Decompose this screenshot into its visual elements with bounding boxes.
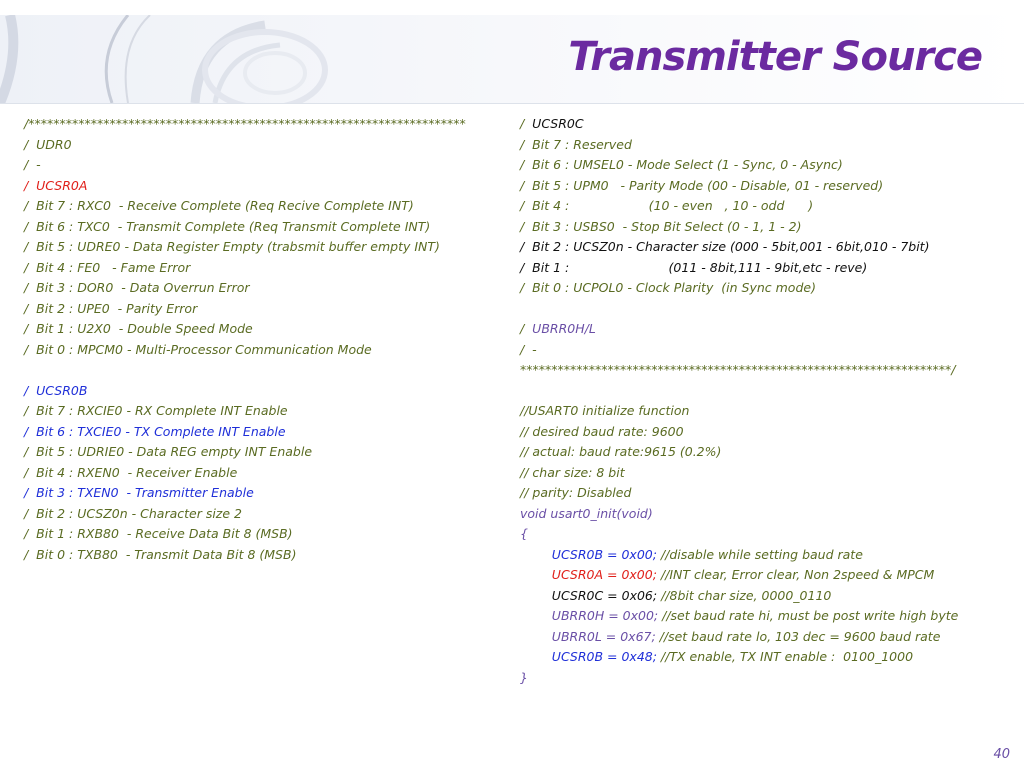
code-line	[520, 381, 958, 402]
code-line	[520, 606, 958, 627]
code-segment	[520, 567, 552, 582]
code-line: / Bit 3 : TXEN0 - Transmitter Enable	[24, 485, 254, 500]
code-segment: // parity: Disabled	[520, 485, 632, 500]
code-line	[520, 422, 958, 443]
code-segment: }	[520, 669, 528, 685]
code-line	[520, 176, 958, 197]
code-segment: UCSR0C	[532, 116, 584, 131]
code-line	[520, 258, 958, 279]
code-line	[520, 463, 958, 484]
code-segment: / Bit 1 : (011 - 8bit,111 - 9bit,etc - reve)	[520, 259, 868, 275]
code-segment: // actual: baud rate:9615 (0.2%)	[520, 444, 722, 459]
code-line: / Bit 4 : RXEN0 - Receiver Enable	[24, 464, 238, 480]
code-segment: / -	[520, 341, 537, 357]
code-segment: UBRR0L = 0x67;	[551, 628, 656, 644]
header-divider	[0, 103, 1024, 104]
code-line: / -	[24, 157, 41, 172]
code-segment: /	[520, 321, 533, 336]
code-line	[520, 401, 958, 422]
code-line: / Bit 2 : UCSZ0n - Character size 2	[24, 505, 242, 521]
code-line	[520, 360, 958, 381]
code-line	[520, 114, 958, 135]
code-segment: / Bit 7 : Reserved	[520, 136, 632, 152]
code-segment: {	[520, 526, 528, 541]
code-line: / Bit 4 : FE0 - Fame Error	[24, 259, 191, 275]
code-segment: / Bit 4 : (10 - even , 10 - odd )	[520, 198, 814, 213]
code-line	[520, 545, 958, 566]
code-line: / Bit 5 : UDRIE0 - Data REG empty INT Enable	[24, 444, 313, 459]
code-segment	[520, 608, 552, 623]
code-line: / Bit 3 : DOR0 - Data Overrun Error	[24, 280, 250, 295]
code-line	[520, 647, 958, 668]
code-line: / Bit 7 : RXC0 - Receive Complete (Req Recive Complete INT)	[24, 198, 414, 213]
code-segment: //set baud rate lo, 103 dec = 9600 baud rate	[655, 628, 941, 644]
code-line	[520, 196, 958, 217]
code-line	[520, 668, 958, 689]
code-line: / Bit 5 : UDRE0 - Data Register Empty (trabsmit buffer empty INT)	[24, 239, 440, 254]
code-line	[520, 483, 958, 504]
code-line	[520, 504, 958, 525]
code-line	[520, 135, 958, 156]
code-line	[520, 299, 958, 320]
code-line: / Bit 7 : RXCIE0 - RX Complete INT Enable	[24, 403, 288, 418]
slide-title: Transmitter Source	[568, 34, 982, 80]
code-segment	[520, 588, 552, 603]
code-segment: *********************************************************************/	[520, 362, 956, 377]
code-line: / Bit 1 : U2X0 - Double Speed Mode	[24, 321, 253, 336]
code-line	[520, 319, 958, 340]
code-segment: //set baud rate hi, must be post write high byte	[658, 608, 959, 623]
code-line	[520, 237, 958, 258]
code-segment: //8bit char size, 0000_0110	[657, 587, 832, 603]
code-segment: // char size: 8 bit	[520, 464, 625, 480]
code-segment: //disable while setting baud rate	[656, 546, 863, 562]
code-segment: / Bit 3 : USBS0 - Stop Bit Select (0 - 1, 1 - 2)	[520, 218, 802, 234]
code-line: / UDR0	[24, 136, 72, 152]
code-line	[520, 155, 958, 176]
code-line: / Bit 6 : TXCIE0 - TX Complete INT Enable	[24, 423, 286, 439]
code-segment: / Bit 0 : UCPOL0 - Clock Plarity (in Sync mode)	[520, 280, 816, 295]
page-number: 40	[993, 747, 1010, 762]
code-segment: //TX enable, TX INT enable : 0100_1000	[656, 649, 914, 664]
code-segment: //USART0 initialize function	[520, 403, 690, 418]
code-line	[24, 360, 466, 381]
code-line: / UCSR0B	[24, 382, 88, 398]
code-segment: / Bit 2 : UCSZ0n - Character size (000 - 5bit,001 - 6bit,010 - 7bit)	[520, 239, 930, 254]
code-segment: UCSR0B = 0x48;	[551, 649, 657, 664]
code-line	[520, 217, 958, 238]
code-segment: void usart0_init(void)	[520, 505, 653, 521]
code-segment: UCSR0B = 0x00;	[551, 546, 657, 562]
code-line: / Bit 0 : MPCM0 - Multi-Processor Communication Mode	[24, 341, 372, 357]
code-line	[520, 565, 958, 586]
code-segment: /	[520, 116, 533, 131]
code-line	[520, 586, 958, 607]
code-line: / Bit 0 : TXB80 - Transmit Data Bit 8 (MSB)	[24, 546, 297, 562]
code-line	[520, 278, 958, 299]
code-line: / Bit 2 : UPE0 - Parity Error	[24, 300, 198, 316]
code-segment	[520, 629, 552, 644]
source-code-column	[520, 114, 958, 688]
code-line: /**********************************************************************	[24, 116, 466, 131]
code-segment	[520, 649, 552, 664]
code-segment	[520, 547, 552, 562]
code-segment: / Bit 6 : UMSEL0 - Mode Select (1 - Sync, 0 - Async)	[520, 157, 843, 172]
code-segment: UBRR0H = 0x00;	[551, 608, 659, 623]
code-segment: UCSR0C = 0x06;	[551, 587, 658, 603]
code-line	[520, 340, 958, 361]
code-segment: UBRR0H/L	[532, 321, 596, 336]
code-line	[520, 524, 958, 545]
code-segment: UCSR0A = 0x00;	[551, 567, 657, 582]
code-line	[520, 442, 958, 463]
code-segment: //INT clear, Error clear, Non 2speed & MPCM	[656, 567, 935, 582]
code-line: / Bit 1 : RXB80 - Receive Data Bit 8 (MSB)	[24, 526, 293, 541]
register-description-column	[24, 114, 466, 565]
code-line	[520, 627, 958, 648]
code-line: / Bit 6 : TXC0 - Transmit Complete (Req Transmit Complete INT)	[24, 218, 431, 234]
code-line: / UCSR0A	[24, 177, 88, 193]
code-segment: / Bit 5 : UPM0 - Parity Mode (00 - Disable, 01 - reserved)	[520, 177, 884, 193]
code-segment: // desired baud rate: 9600	[520, 423, 684, 439]
